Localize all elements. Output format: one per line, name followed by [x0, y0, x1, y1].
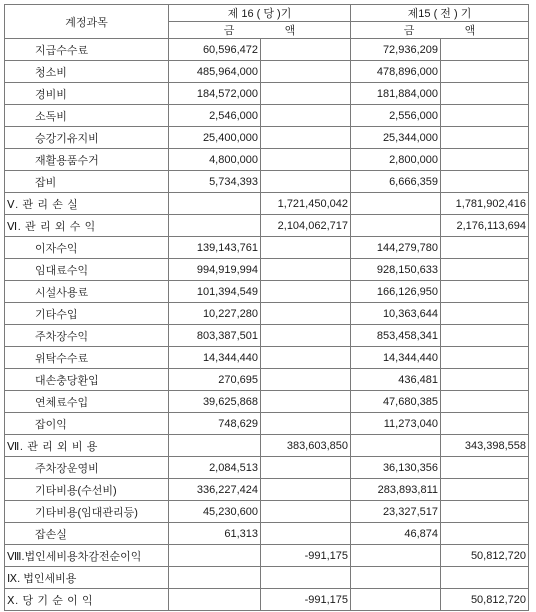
prior-detail-amount: 11,273,040	[351, 413, 441, 435]
prior-detail-amount: 478,896,000	[351, 61, 441, 83]
income-statement	[4, 4, 529, 611]
account-column-header: 계정과목	[5, 5, 169, 39]
account-label: 잡비	[5, 171, 169, 193]
prior-detail-amount: 6,666,359	[351, 171, 441, 193]
prior-detail-amount: 436,481	[351, 369, 441, 391]
current-detail-amount	[169, 567, 261, 589]
account-row	[5, 39, 529, 61]
prior-total-amount	[441, 259, 529, 281]
prior-total-amount: 50,812,720	[441, 545, 529, 567]
current-detail-amount: 39,625,868	[169, 391, 261, 413]
account-row	[5, 83, 529, 105]
prior-detail-amount	[351, 435, 441, 457]
account-label: Ⅵ. 관 리 외 수 익	[5, 215, 169, 237]
prior-detail-amount	[351, 215, 441, 237]
prior-detail-amount: 72,936,209	[351, 39, 441, 61]
prior-total-amount	[441, 127, 529, 149]
current-amount-header	[169, 22, 351, 39]
account-row	[5, 171, 529, 193]
section-row	[5, 215, 529, 237]
current-total-amount	[261, 83, 351, 105]
current-detail-amount	[169, 215, 261, 237]
account-label: 지급수수료	[5, 39, 169, 61]
prior-total-amount	[441, 281, 529, 303]
account-row	[5, 237, 529, 259]
account-row	[5, 501, 529, 523]
prior-total-amount: 1,781,902,416	[441, 193, 529, 215]
prior-total-amount	[441, 39, 529, 61]
prior-detail-amount: 928,150,633	[351, 259, 441, 281]
prior-detail-amount: 2,556,000	[351, 105, 441, 127]
account-row	[5, 413, 529, 435]
current-total-amount	[261, 479, 351, 501]
prior-detail-amount: 2,800,000	[351, 149, 441, 171]
prior-total-amount	[441, 61, 529, 83]
account-label: Ⅷ.법인세비용차감전순이익	[5, 545, 169, 567]
current-detail-amount	[169, 589, 261, 611]
current-detail-amount: 14,344,440	[169, 347, 261, 369]
account-row	[5, 303, 529, 325]
prior-total-amount	[441, 325, 529, 347]
account-label: 위탁수수료	[5, 347, 169, 369]
account-label: 임대료수익	[5, 259, 169, 281]
current-detail-amount: 25,400,000	[169, 127, 261, 149]
current-detail-amount: 101,394,549	[169, 281, 261, 303]
prior-total-amount	[441, 347, 529, 369]
account-label: 대손충당환입	[5, 369, 169, 391]
prior-total-amount	[441, 479, 529, 501]
amount-label-b: 액	[464, 25, 476, 37]
account-label: 경비비	[5, 83, 169, 105]
prior-total-amount	[441, 391, 529, 413]
prior-total-amount	[441, 523, 529, 545]
current-total-amount	[261, 523, 351, 545]
prior-detail-amount	[351, 545, 441, 567]
amount-label-a: 금	[223, 25, 235, 37]
account-label: 기타비용(임대관리등)	[5, 501, 169, 523]
current-total-amount	[261, 325, 351, 347]
account-row	[5, 369, 529, 391]
account-label: 잡손실	[5, 523, 169, 545]
prior-detail-amount: 283,893,811	[351, 479, 441, 501]
account-row	[5, 259, 529, 281]
current-detail-amount	[169, 193, 261, 215]
amount-label-a: 금	[403, 25, 415, 37]
prior-total-amount	[441, 237, 529, 259]
current-total-amount	[261, 39, 351, 61]
account-label: 이자수익	[5, 237, 169, 259]
prior-detail-amount: 853,458,341	[351, 325, 441, 347]
current-detail-amount: 139,143,761	[169, 237, 261, 259]
account-label: 연체료수입	[5, 391, 169, 413]
account-row	[5, 347, 529, 369]
current-detail-amount: 994,919,994	[169, 259, 261, 281]
account-label: 청소비	[5, 61, 169, 83]
account-label: 시설사용료	[5, 281, 169, 303]
amount-label-b: 액	[284, 25, 296, 37]
prior-detail-amount: 166,126,950	[351, 281, 441, 303]
section-row	[5, 193, 529, 215]
current-detail-amount: 45,230,600	[169, 501, 261, 523]
account-label: 승강기유지비	[5, 127, 169, 149]
prior-detail-amount: 47,680,385	[351, 391, 441, 413]
account-label: 주차장운영비	[5, 457, 169, 479]
prior-detail-amount	[351, 193, 441, 215]
account-row	[5, 61, 529, 83]
current-detail-amount: 184,572,000	[169, 83, 261, 105]
account-label: 주차장수익	[5, 325, 169, 347]
current-total-amount	[261, 303, 351, 325]
prior-total-amount	[441, 105, 529, 127]
prior-total-amount: 50,812,720	[441, 589, 529, 611]
account-label: 기타수입	[5, 303, 169, 325]
current-total-amount	[261, 347, 351, 369]
account-label: 소독비	[5, 105, 169, 127]
current-detail-amount: 10,227,280	[169, 303, 261, 325]
prior-total-amount	[441, 369, 529, 391]
current-detail-amount: 60,596,472	[169, 39, 261, 61]
current-detail-amount: 748,629	[169, 413, 261, 435]
prior-detail-amount: 23,327,517	[351, 501, 441, 523]
prior-total-amount	[441, 83, 529, 105]
current-detail-amount: 803,387,501	[169, 325, 261, 347]
account-label: 재활용품수거	[5, 149, 169, 171]
current-period-header: 제 16 ( 당 )기	[169, 5, 351, 22]
prior-amount-header	[351, 22, 529, 39]
account-row	[5, 457, 529, 479]
current-total-amount: 383,603,850	[261, 435, 351, 457]
current-total-amount	[261, 281, 351, 303]
current-total-amount	[261, 369, 351, 391]
account-row	[5, 325, 529, 347]
current-detail-amount	[169, 545, 261, 567]
account-label: Ⅸ. 법인세비용	[5, 567, 169, 589]
prior-detail-amount: 144,279,780	[351, 237, 441, 259]
current-total-amount	[261, 171, 351, 193]
current-detail-amount: 270,695	[169, 369, 261, 391]
prior-detail-amount	[351, 567, 441, 589]
current-detail-amount: 61,313	[169, 523, 261, 545]
prior-total-amount	[441, 567, 529, 589]
prior-total-amount	[441, 413, 529, 435]
current-total-amount	[261, 127, 351, 149]
prior-total-amount	[441, 149, 529, 171]
current-total-amount: -991,175	[261, 545, 351, 567]
current-detail-amount	[169, 435, 261, 457]
current-total-amount	[261, 567, 351, 589]
prior-detail-amount: 25,344,000	[351, 127, 441, 149]
account-label: Ⅶ. 관 리 외 비 용	[5, 435, 169, 457]
prior-detail-amount: 10,363,644	[351, 303, 441, 325]
account-row	[5, 127, 529, 149]
current-detail-amount: 485,964,000	[169, 61, 261, 83]
income-statement-table	[4, 4, 529, 611]
current-total-amount: 1,721,450,042	[261, 193, 351, 215]
prior-total-amount	[441, 171, 529, 193]
current-detail-amount: 4,800,000	[169, 149, 261, 171]
section-row	[5, 589, 529, 611]
current-total-amount	[261, 149, 351, 171]
current-total-amount	[261, 413, 351, 435]
section-row	[5, 567, 529, 589]
current-detail-amount: 2,084,513	[169, 457, 261, 479]
prior-total-amount	[441, 457, 529, 479]
account-row	[5, 391, 529, 413]
current-detail-amount: 5,734,393	[169, 171, 261, 193]
section-row	[5, 545, 529, 567]
prior-total-amount: 2,176,113,694	[441, 215, 529, 237]
account-row	[5, 523, 529, 545]
prior-total-amount	[441, 303, 529, 325]
section-row	[5, 435, 529, 457]
current-detail-amount: 336,227,424	[169, 479, 261, 501]
current-detail-amount: 2,546,000	[169, 105, 261, 127]
prior-period-header: 제15 ( 전 ) 기	[351, 5, 529, 22]
current-total-amount	[261, 391, 351, 413]
prior-detail-amount: 46,874	[351, 523, 441, 545]
current-total-amount	[261, 501, 351, 523]
current-total-amount: -991,175	[261, 589, 351, 611]
prior-detail-amount: 181,884,000	[351, 83, 441, 105]
prior-detail-amount: 14,344,440	[351, 347, 441, 369]
prior-total-amount	[441, 501, 529, 523]
prior-detail-amount: 36,130,356	[351, 457, 441, 479]
current-total-amount	[261, 457, 351, 479]
account-row	[5, 479, 529, 501]
period-header-row	[5, 5, 529, 22]
account-label: 기타비용(수선비)	[5, 479, 169, 501]
prior-detail-amount	[351, 589, 441, 611]
current-total-amount	[261, 61, 351, 83]
current-total-amount: 2,104,062,717	[261, 215, 351, 237]
account-label: 잡이익	[5, 413, 169, 435]
account-label: Ⅹ. 당 기 순 이 익	[5, 589, 169, 611]
account-label: Ⅴ. 관 리 손 실	[5, 193, 169, 215]
account-row	[5, 281, 529, 303]
current-total-amount	[261, 105, 351, 127]
prior-total-amount: 343,398,558	[441, 435, 529, 457]
current-total-amount	[261, 259, 351, 281]
current-total-amount	[261, 237, 351, 259]
account-row	[5, 105, 529, 127]
account-row	[5, 149, 529, 171]
